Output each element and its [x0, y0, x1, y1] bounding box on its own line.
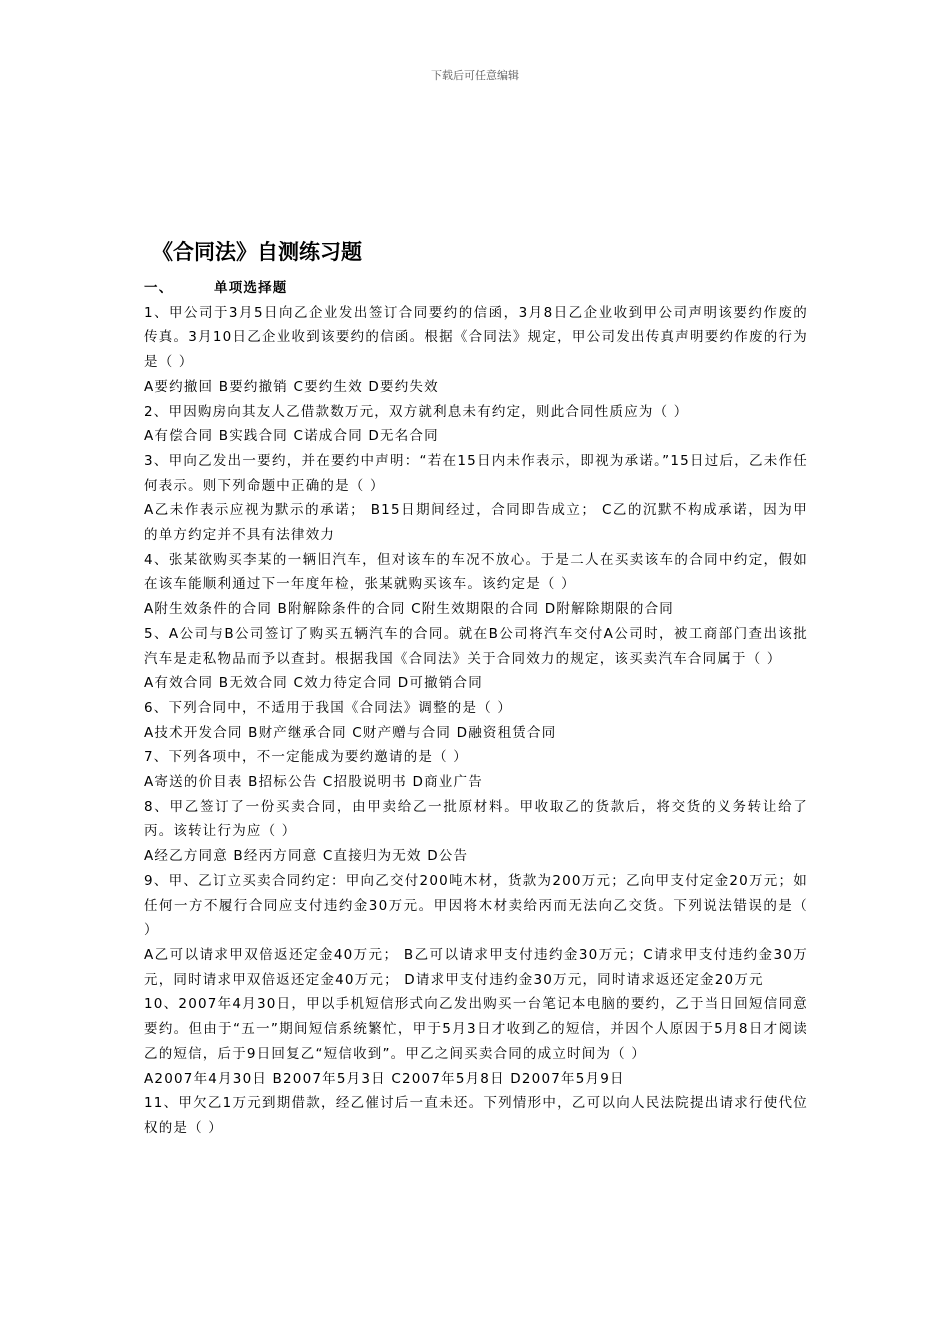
question-options: A技术开发合同 B财产继承合同 C财产赠与合同 D融资租赁合同	[144, 724, 557, 741]
question-options: A附生效条件的合同 B附解除条件的合同 C附生效期限的合同 D附解除期限的合同	[144, 601, 674, 618]
question-8	[144, 795, 808, 869]
question-3	[144, 449, 808, 548]
question-stem: 6、下列合同中，不适用于我国《合同法》调整的是（ ）	[144, 699, 513, 716]
page-title: 《合同法》自测练习题	[152, 239, 362, 264]
question-6	[144, 696, 808, 745]
question-stem: 7、下列各项中，不一定能成为要约邀请的是（ ）	[144, 749, 468, 766]
question-stem: 4、张某欲购买李某的一辆旧汽车，但对该车的车况不放心。于是二人在买卖该车的合同中约定，假如在该车能顺利通过下一年度年检，张某就购买该车。该约定是（ ）	[144, 551, 808, 593]
question-stem: 10、2007年4月30日，甲以手机短信形式向乙发出购买一台笔记本电脑的要约，乙于当日回短信同意要约。但由于“五一”期间短信系统繁忙，甲于5月3日才收到乙的短信，并因个人原因于5月8日才阅读乙的短信，后于9日回复乙“短信收到”。甲乙之间买卖合同的成立时间为（ ）	[144, 996, 808, 1062]
question-options: A要约撤回 B要约撤销 C要约生效 D要约失效	[144, 378, 439, 395]
question-4	[144, 548, 808, 622]
document-body	[144, 276, 808, 1141]
question-stem: 9、甲、乙订立买卖合同约定：甲向乙交付200吨木材，货款为200万元；乙向甲支付定金20万元；如任何一方不履行合同应支付违约金30万元。甲因将木材卖给丙而无法向乙交货。下列说法错误的是（ ）	[144, 872, 808, 939]
question-stem: 8、甲乙签订了一份买卖合同，由甲卖给乙一批原材料。甲收取乙的货款后，将交货的义务转让给了丙。该转让行为应（ ）	[144, 798, 808, 840]
question-options: A有效合同 B无效合同 C效力待定合同 D可撤销合同	[144, 675, 483, 692]
header-note: 下载后可任意编辑	[431, 69, 519, 82]
question-stem: 2、甲因购房向其友人乙借款数万元，双方就利息未有约定，则此合同性质应为（ ）	[144, 403, 689, 420]
question-stem: 5、A公司与B公司签订了购买五辆汽车的合同。就在B公司将汽车交付A公司时，被工商部门查出该批汽车是走私物品而予以查封。根据我国《合同法》关于合同效力的规定，该买卖汽车合同属于（ ）	[144, 625, 808, 667]
question-11	[144, 1091, 808, 1140]
question-stem: 11、甲欠乙1万元到期借款，经乙催讨后一直未还。下列情形中，乙可以向人民法院提出请求行使代位权的是（ ）	[144, 1095, 808, 1136]
question-2	[144, 400, 808, 449]
section-heading	[144, 276, 808, 301]
question-options: A有偿合同 B实践合同 C诺成合同 D无名合同	[144, 428, 439, 445]
section-label: 单项选择题	[214, 280, 288, 296]
question-options: A乙可以请求甲双倍返还定金40万元； B乙可以请求甲支付违约金30万元；C请求甲支付违约金30万元，同时请求甲双倍返还定金40万元； D请求甲支付违约金30万元，同时请求返还定金20万元	[144, 946, 808, 988]
question-options: A乙未作表示应视为默示的承诺； B15日期间经过，合同即告成立； C乙的沉默不构成承诺，因为甲的单方约定并不具有法律效力	[144, 502, 808, 544]
question-5	[144, 622, 808, 696]
question-10	[144, 992, 808, 1091]
question-7	[144, 745, 808, 794]
question-options: A寄送的价目表 B招标公告 C招股说明书 D商业广告	[144, 774, 483, 791]
question-options: A经乙方同意 B经丙方同意 C直接归为无效 D公告	[144, 848, 469, 865]
question-stem: 1、甲公司于3月5日向乙企业发出签订合同要约的信函，3月8日乙企业收到甲公司声明该要约作废的传真。3月10日乙企业收到该要约的信函。根据《合同法》规定，甲公司发出传真声明要约作废的行为是（ ）	[144, 304, 808, 371]
section-number: 一、	[144, 280, 174, 296]
question-stem: 3、甲向乙发出一要约，并在要约中声明：“若在15日内未作表示，即视为承诺。”15日过后，乙未作任何表示。则下列命题中正确的是（ ）	[144, 452, 808, 494]
question-options: A2007年4月30日 B2007年5月3日 C2007年5月8日 D2007年5月9日	[144, 1070, 625, 1087]
question-1	[144, 301, 808, 400]
question-9	[144, 869, 808, 993]
